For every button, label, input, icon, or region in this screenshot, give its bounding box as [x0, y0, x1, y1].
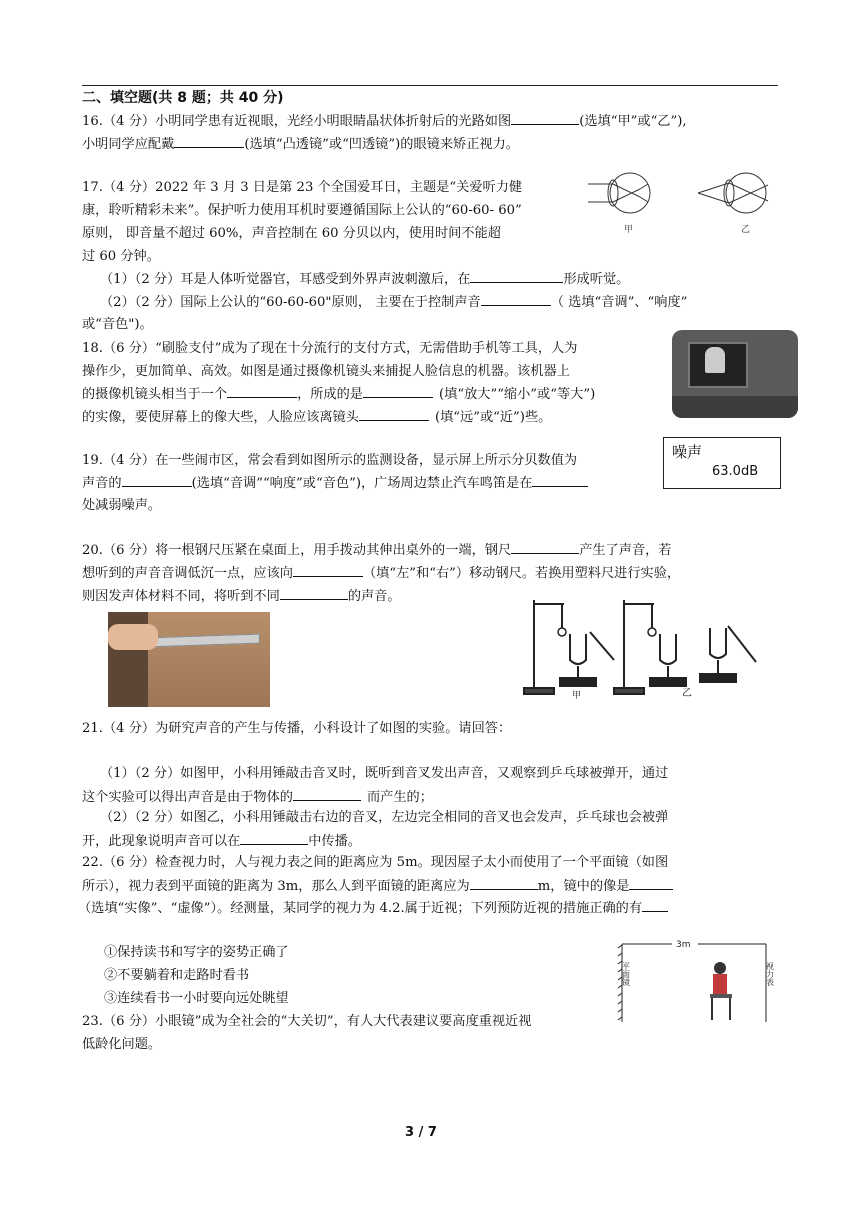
fig-label-jia: 甲: [572, 691, 582, 700]
q22-blank2[interactable]: [629, 876, 673, 890]
q21-text-b: 这个实验可以得出声音是由于物体的: [82, 790, 293, 805]
q20-text-b: 产生了声音，若: [579, 543, 672, 558]
eye-jia-icon: [588, 173, 650, 213]
q17-sub2: [100, 292, 687, 313]
page-number: 3 / 7: [405, 1125, 437, 1140]
noise-monitor-display: [663, 437, 781, 489]
q18-text-d: 的实像，要使屏幕上的像大些，人脸应该离镜头: [82, 410, 359, 425]
q20-text-f: 的声音。: [347, 589, 401, 604]
q22-option2: ②不要躺着和走路时看书: [104, 968, 250, 983]
q23-line2: 低龄化问题。: [82, 1037, 162, 1052]
q17-blank2[interactable]: [481, 292, 551, 306]
q22-line3: [78, 898, 668, 919]
tuning-fork-diagram: [512, 588, 764, 700]
q21-blank1[interactable]: [293, 787, 361, 801]
eye-test-diagram: [612, 934, 788, 1034]
fig-label-jia: 甲: [624, 225, 634, 235]
q19-blank2[interactable]: [532, 473, 588, 487]
q18-text-a: 的摄像机镜头相当于一个: [82, 387, 228, 402]
face-pay-device-image: [672, 330, 798, 418]
q20-blank1[interactable]: [511, 540, 579, 554]
q18-line3: [82, 384, 595, 405]
ping-pong-ball-icon: [648, 628, 656, 636]
q20-line1: [82, 540, 672, 561]
q20-blank2[interactable]: [293, 563, 363, 577]
mirror-label: 平面镜: [621, 962, 631, 986]
q16-blank2[interactable]: [174, 134, 244, 148]
q22-option1: ①保持读书和写字的姿势正确了: [104, 945, 289, 960]
q17-sub2-text-b: （ 选填“音调”、“响度”: [550, 295, 688, 310]
q22-blank1[interactable]: [470, 876, 538, 890]
fig-label-yi: 乙: [741, 225, 751, 235]
q16-text-a: 16.（4 分）小明同学患有近视眼，光经小明眼睛晶状体折射后的光路如图: [82, 114, 512, 129]
q20-text-d: （填“左”和“右”）移动钢尺。若换用塑料尺进行实验，: [363, 566, 681, 581]
q21-sub1-cont: [82, 787, 433, 808]
q19-text-b: (选填“音调”“响度”或“音色”)，广场周边禁止汽车鸣笛是在: [191, 476, 533, 491]
q18-text-c: (填“放大”“缩小”或“等大”): [439, 387, 596, 402]
q19-blank1[interactable]: [122, 473, 192, 487]
q22-text-c: （选填“实像”、“虚像”）。经测量，某同学的视力为 4.2.属于近视；下列预防近视的措施正确的有: [78, 901, 643, 916]
q21-text-e: 开，此现象说明声音可以在: [82, 834, 241, 849]
q16-line1: [82, 111, 687, 132]
q21-blank2[interactable]: [240, 831, 308, 845]
q17-sub2-cont: 或“音色")。: [82, 317, 153, 332]
q22-text-a: 所示），视力表到平面镜的距离为 3m，那么人到平面镜的距离应为: [82, 879, 470, 894]
distance-label: 3m: [676, 940, 691, 950]
q21-text-c: 而产生的；: [367, 790, 433, 805]
q16-line2: [82, 134, 519, 155]
device-base: [672, 396, 798, 418]
q17-sub1-text-a: （1）（2 分）耳是人体听觉器官，耳感受到外界声波刺激后，在: [100, 272, 471, 287]
q18-text-b: ，所成的是: [297, 387, 363, 402]
q17-sub1: [100, 269, 629, 290]
q18-line1: 18.（6 分）“刷脸支付”成为了现在十分流行的支付方式，无需借助手机等工具，人为: [82, 341, 578, 356]
noise-display-value: 63.0dB: [712, 464, 759, 479]
q17-line1: 17.（4 分）2022 年 3 月 3 日是第 23 个全国爱耳日，主题是“关爱听力健: [82, 180, 523, 195]
q19-line3: 处减弱噪声。: [82, 498, 162, 513]
q20-line2: [82, 563, 680, 584]
hand-icon: [108, 624, 158, 650]
q17-blank1[interactable]: [470, 269, 563, 283]
noise-display-title: 噪声: [672, 443, 703, 461]
eye-diagram: [588, 170, 788, 240]
q20-line3: [82, 586, 401, 607]
face-photo-icon: [705, 347, 725, 373]
q18-text-e: (填“远”或“近”)些。: [434, 410, 552, 425]
q17-line3: 原则， 即音量不超过 60%，声音控制在 60 分贝以内，使用时间不能超: [82, 226, 501, 241]
q21-text-f: 中传播。: [308, 834, 361, 849]
q18-blank2[interactable]: [363, 384, 433, 398]
q22-line1: 22.（6 分）检查视力时，人与视力表之间的距离应为 5m。现因屋子太小而使用了一个平面镜（如图: [82, 855, 669, 870]
q21-sub2: （2）（2 分）如图乙，小科用锤敲击右边的音叉，左边完全相同的音叉也会发声，乒乓球也会被弹: [100, 810, 669, 825]
ping-pong-ball-icon: [558, 628, 566, 636]
q17-sub1-text-b: 形成听觉。: [563, 272, 630, 287]
q16-text-d: (选填“凸透镜”或“凹透镜”)的眼镜来矫正视力。: [244, 137, 519, 152]
q23-line1: 23.（6 分）小眼镜”成为全社会的“大关切”，有人大代表建议要高度重视近视: [82, 1014, 532, 1029]
q16-text-c: 小明同学应配戴: [82, 137, 175, 152]
section-header: 二、填空题(共 8 题；共 40 分): [82, 90, 284, 106]
q22-text-b: m，镜中的像是: [537, 879, 630, 894]
seated-girl-icon: [710, 962, 732, 1020]
q19-line2: [82, 473, 588, 494]
q21-sub1: （1）（2 分）如图甲，小科用锤敲击音叉时，既听到音叉发出声音，又观察到乒乓球被弹开，通过: [100, 766, 669, 781]
q22-option3: ③连续看书一小时要向远处眺望: [104, 991, 289, 1006]
q20-text-c: 想听到的声音音调低沉一点，应该向: [82, 566, 293, 581]
top-rule: [82, 85, 778, 86]
q17-line2: 康，聆听精彩未来”。保护听力使用耳机时要遵循国际上公认的“60-60- 60”: [82, 203, 522, 218]
q17-sub2-text-a: （2）（2 分）国际上公认的“60-60-60"原则， 主要在于控制声音: [100, 295, 481, 310]
q16-blank1[interactable]: [511, 111, 579, 125]
q20-blank3[interactable]: [280, 586, 348, 600]
chart-label: 视力表: [765, 962, 775, 986]
q18-line2: 操作少，更加简单、高效。如图是通过摄像机镜头来捕捉人脸信息的机器。该机器上: [82, 364, 570, 379]
q19-text-a: 声音的: [82, 476, 122, 491]
steel-ruler-photo: [108, 612, 270, 707]
q20-text-a: 20.（6 分）将一根钢尺压紧在桌面上，用手拨动其伸出桌外的一端，钢尺: [82, 543, 512, 558]
q18-line4: [82, 407, 551, 428]
q19-line1: 19.（4 分）在一些闹市区，常会看到如图所示的监测设备，显示屏上所示分贝数值为: [82, 453, 578, 468]
q18-blank3[interactable]: [359, 407, 429, 421]
q22-line2: [82, 876, 673, 897]
fig-label-yi: 乙: [682, 688, 692, 699]
q16-text-b: (选填“甲”或“乙”),: [579, 114, 687, 129]
q21-line1: 21.（4 分）为研究声音的产生与传播，小科设计了如图的实验。请回答：: [82, 721, 512, 736]
q22-blank3[interactable]: [642, 898, 668, 912]
q18-blank1[interactable]: [227, 384, 297, 398]
q17-line4: 过 60 分钟。: [82, 249, 160, 264]
q21-sub2-cont: [82, 831, 361, 852]
q20-text-e: 则因发声体材料不同，将听到不同: [82, 589, 280, 604]
eye-yi-icon: [698, 173, 768, 213]
